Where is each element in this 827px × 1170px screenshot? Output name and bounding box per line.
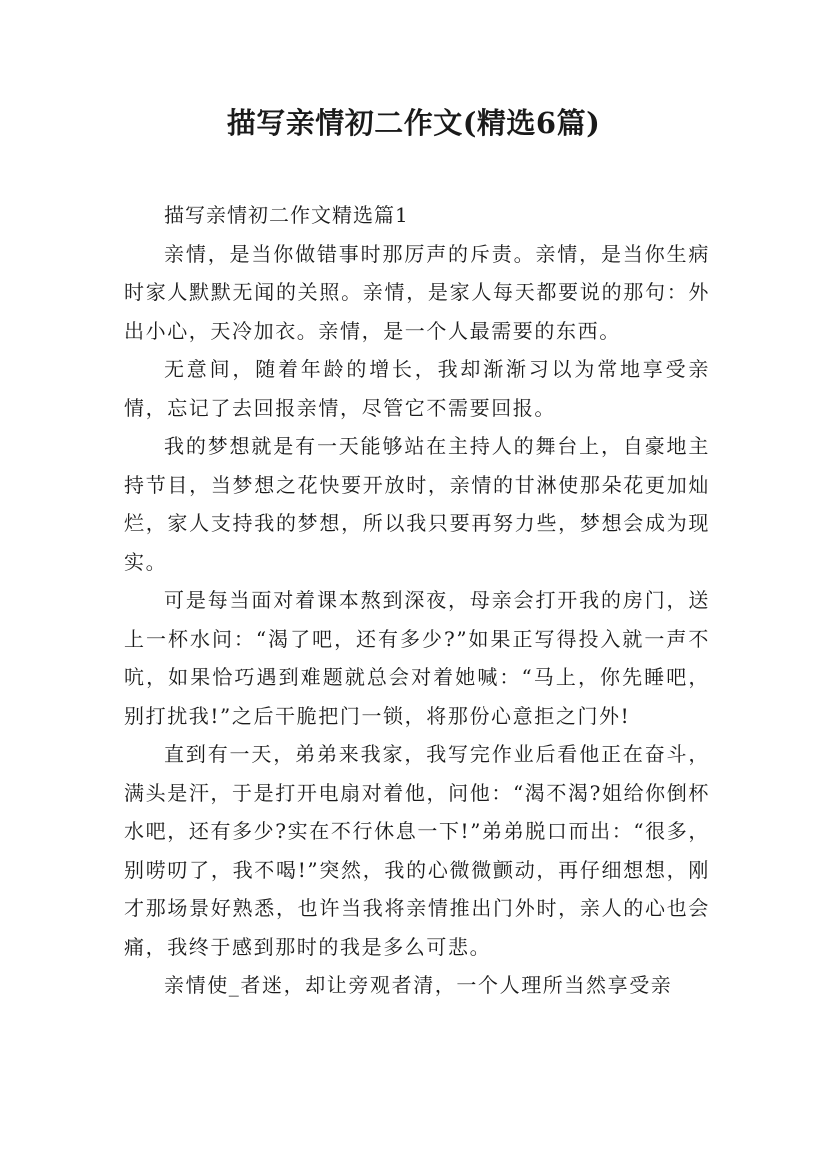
paragraph-3: 我的梦想就是有一天能够站在主持人的舞台上，自豪地主持节目，当梦想之花快要开放时，亲情的甘淋使那朵花更加灿烂，家人支持我的梦想，所以我只要再努力些，梦想会成为现实。 xyxy=(124,434,710,574)
document-body xyxy=(124,196,710,1005)
paragraph-2: 无意间，随着年龄的增长，我却渐渐习以为常地享受亲情，忘记了去回报亲情，尽管它不需要回报。 xyxy=(124,357,710,420)
paragraph-6: 亲情使_者迷，却让旁观者清，一个人理所当然享受亲 xyxy=(164,973,673,997)
section-heading: 描写亲情初二作文精选篇1 xyxy=(164,203,409,227)
document-title: 描写亲情初二作文(精选6篇) xyxy=(226,106,601,140)
paragraph-5: 直到有一天，弟弟来我家，我写完作业后看他正在奋斗，满头是汗，于是打开电扇对着他，问他：“渴不渴?姐给你倒杯水吧，还有多少?实在不行休息一下!”弟弟脱口而出：“很多，别唠叨了，我不喝!”突然，我的心微微颤动，再仔细想想，刚才那场景好熟悉，也许当我将亲情推出门外时，亲人的心也会痛，我终于感到那时的我是多么可悲。 xyxy=(124,742,710,959)
paragraph-4: 可是每当面对着课本熬到深夜，母亲会打开我的房门，送上一杯水问：“渴了吧，还有多少?”如果正写得投入就一声不吭，如果恰巧遇到难题就总会对着她喊：“马上，你先睡吧，别打扰我!”之后干脆把门一锁，将那份心意拒之门外! xyxy=(124,588,710,728)
paragraph-1: 亲情，是当你做错事时那厉声的斥责。亲情，是当你生病时家人默默无闻的关照。亲情，是家人每天都要说的那句：外出小心，天冷加衣。亲情，是一个人最需要的东西。 xyxy=(124,241,710,343)
